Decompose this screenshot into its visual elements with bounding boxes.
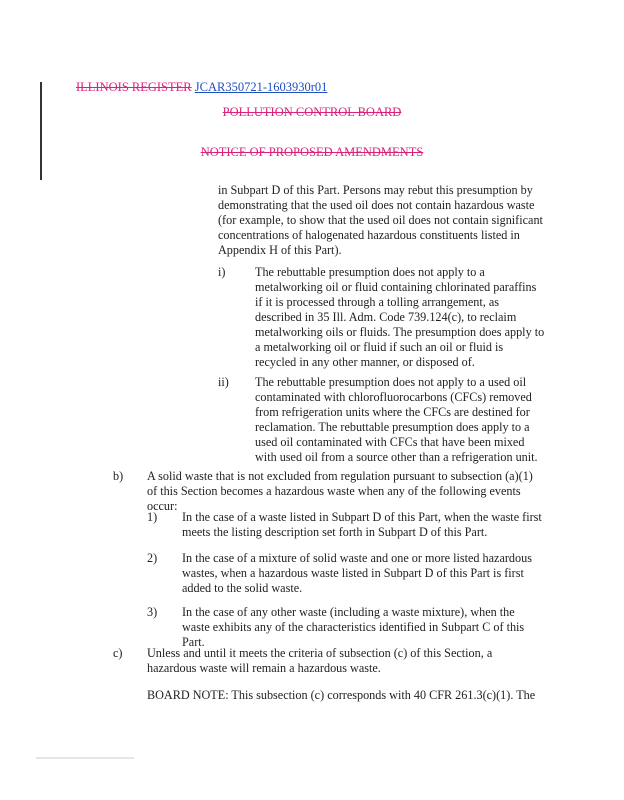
section-b-text: A solid waste that is not excluded from regulation pursuant to subsection (a)(1) of this Section becomes a hazardous waste when any of the following events occur: xyxy=(147,469,533,513)
revision-bar xyxy=(40,82,42,180)
item-i-label: i) xyxy=(218,265,226,279)
section-c-label: c) xyxy=(113,646,123,660)
register-struck: ILLINOIS REGISTER xyxy=(76,80,192,94)
board-heading: POLLUTION CONTROL BOARD xyxy=(222,105,402,119)
b1-text: In the case of a waste listed in Subpart D of this Part, when the waste first meets the listing description set forth in Subpart D of this Part. xyxy=(182,510,542,539)
intro-paragraph: in Subpart D of this Part. Persons may rebut this presumption by demonstrating that the used oil does not contain hazardous waste (for example, to show that the used oil does not contain significant concentrations of halogenated hazardous constituents listed in Appendix H of this Part). xyxy=(218,183,543,257)
item-ii-text: The rebuttable presumption does not apply to a used oil contaminated with chlorofluorocarbons (CFCs) removed from refrigeration units where the CFCs are destined for reclamation. The rebuttable presumption does apply to a used oil contaminated with CFCs that have been mixed with used oil from a source other than a refrigeration unit. xyxy=(255,375,538,464)
b3-text: In the case of any other waste (including a waste mixture), when the waste exhibits any of the characteristics identified in Subpart C of this Part. xyxy=(182,605,525,649)
register-header xyxy=(76,80,327,95)
section-b-label: b) xyxy=(113,469,124,483)
b1-label: 1) xyxy=(147,510,158,524)
b2-text: In the case of a mixture of solid waste and one or more listed hazardous wastes, when a hazardous waste listed in Subpart D of this Part is first added to the solid waste. xyxy=(182,551,532,595)
notice-heading: NOTICE OF PROPOSED AMENDMENTS xyxy=(200,145,424,159)
page-footer-line xyxy=(36,757,134,759)
register-inserted: JCAR350721-1603930r01 xyxy=(194,80,328,94)
item-i-text: The rebuttable presumption does not apply to a metalworking oil or fluid containing chlorinated paraffins if it is processed through a tolling arrangement, as described in 35 Ill. Adm. Code 739.124(c), to reclaim metalworking oils or fluids. The presumption does apply to a metalworking oil or fluid if such an oil or fluid is recycled in any other manner, or disposed of. xyxy=(255,265,545,369)
b2-label: 2) xyxy=(147,551,158,565)
section-c-text: Unless and until it meets the criteria of subsection (c) of this Section, a hazardous waste will remain a hazardous waste. xyxy=(147,646,493,675)
b3-label: 3) xyxy=(147,605,158,619)
item-ii-label: ii) xyxy=(218,375,229,389)
board-note: BOARD NOTE: This subsection (c) corresponds with 40 CFR 261.3(c)(1). The xyxy=(147,688,536,702)
